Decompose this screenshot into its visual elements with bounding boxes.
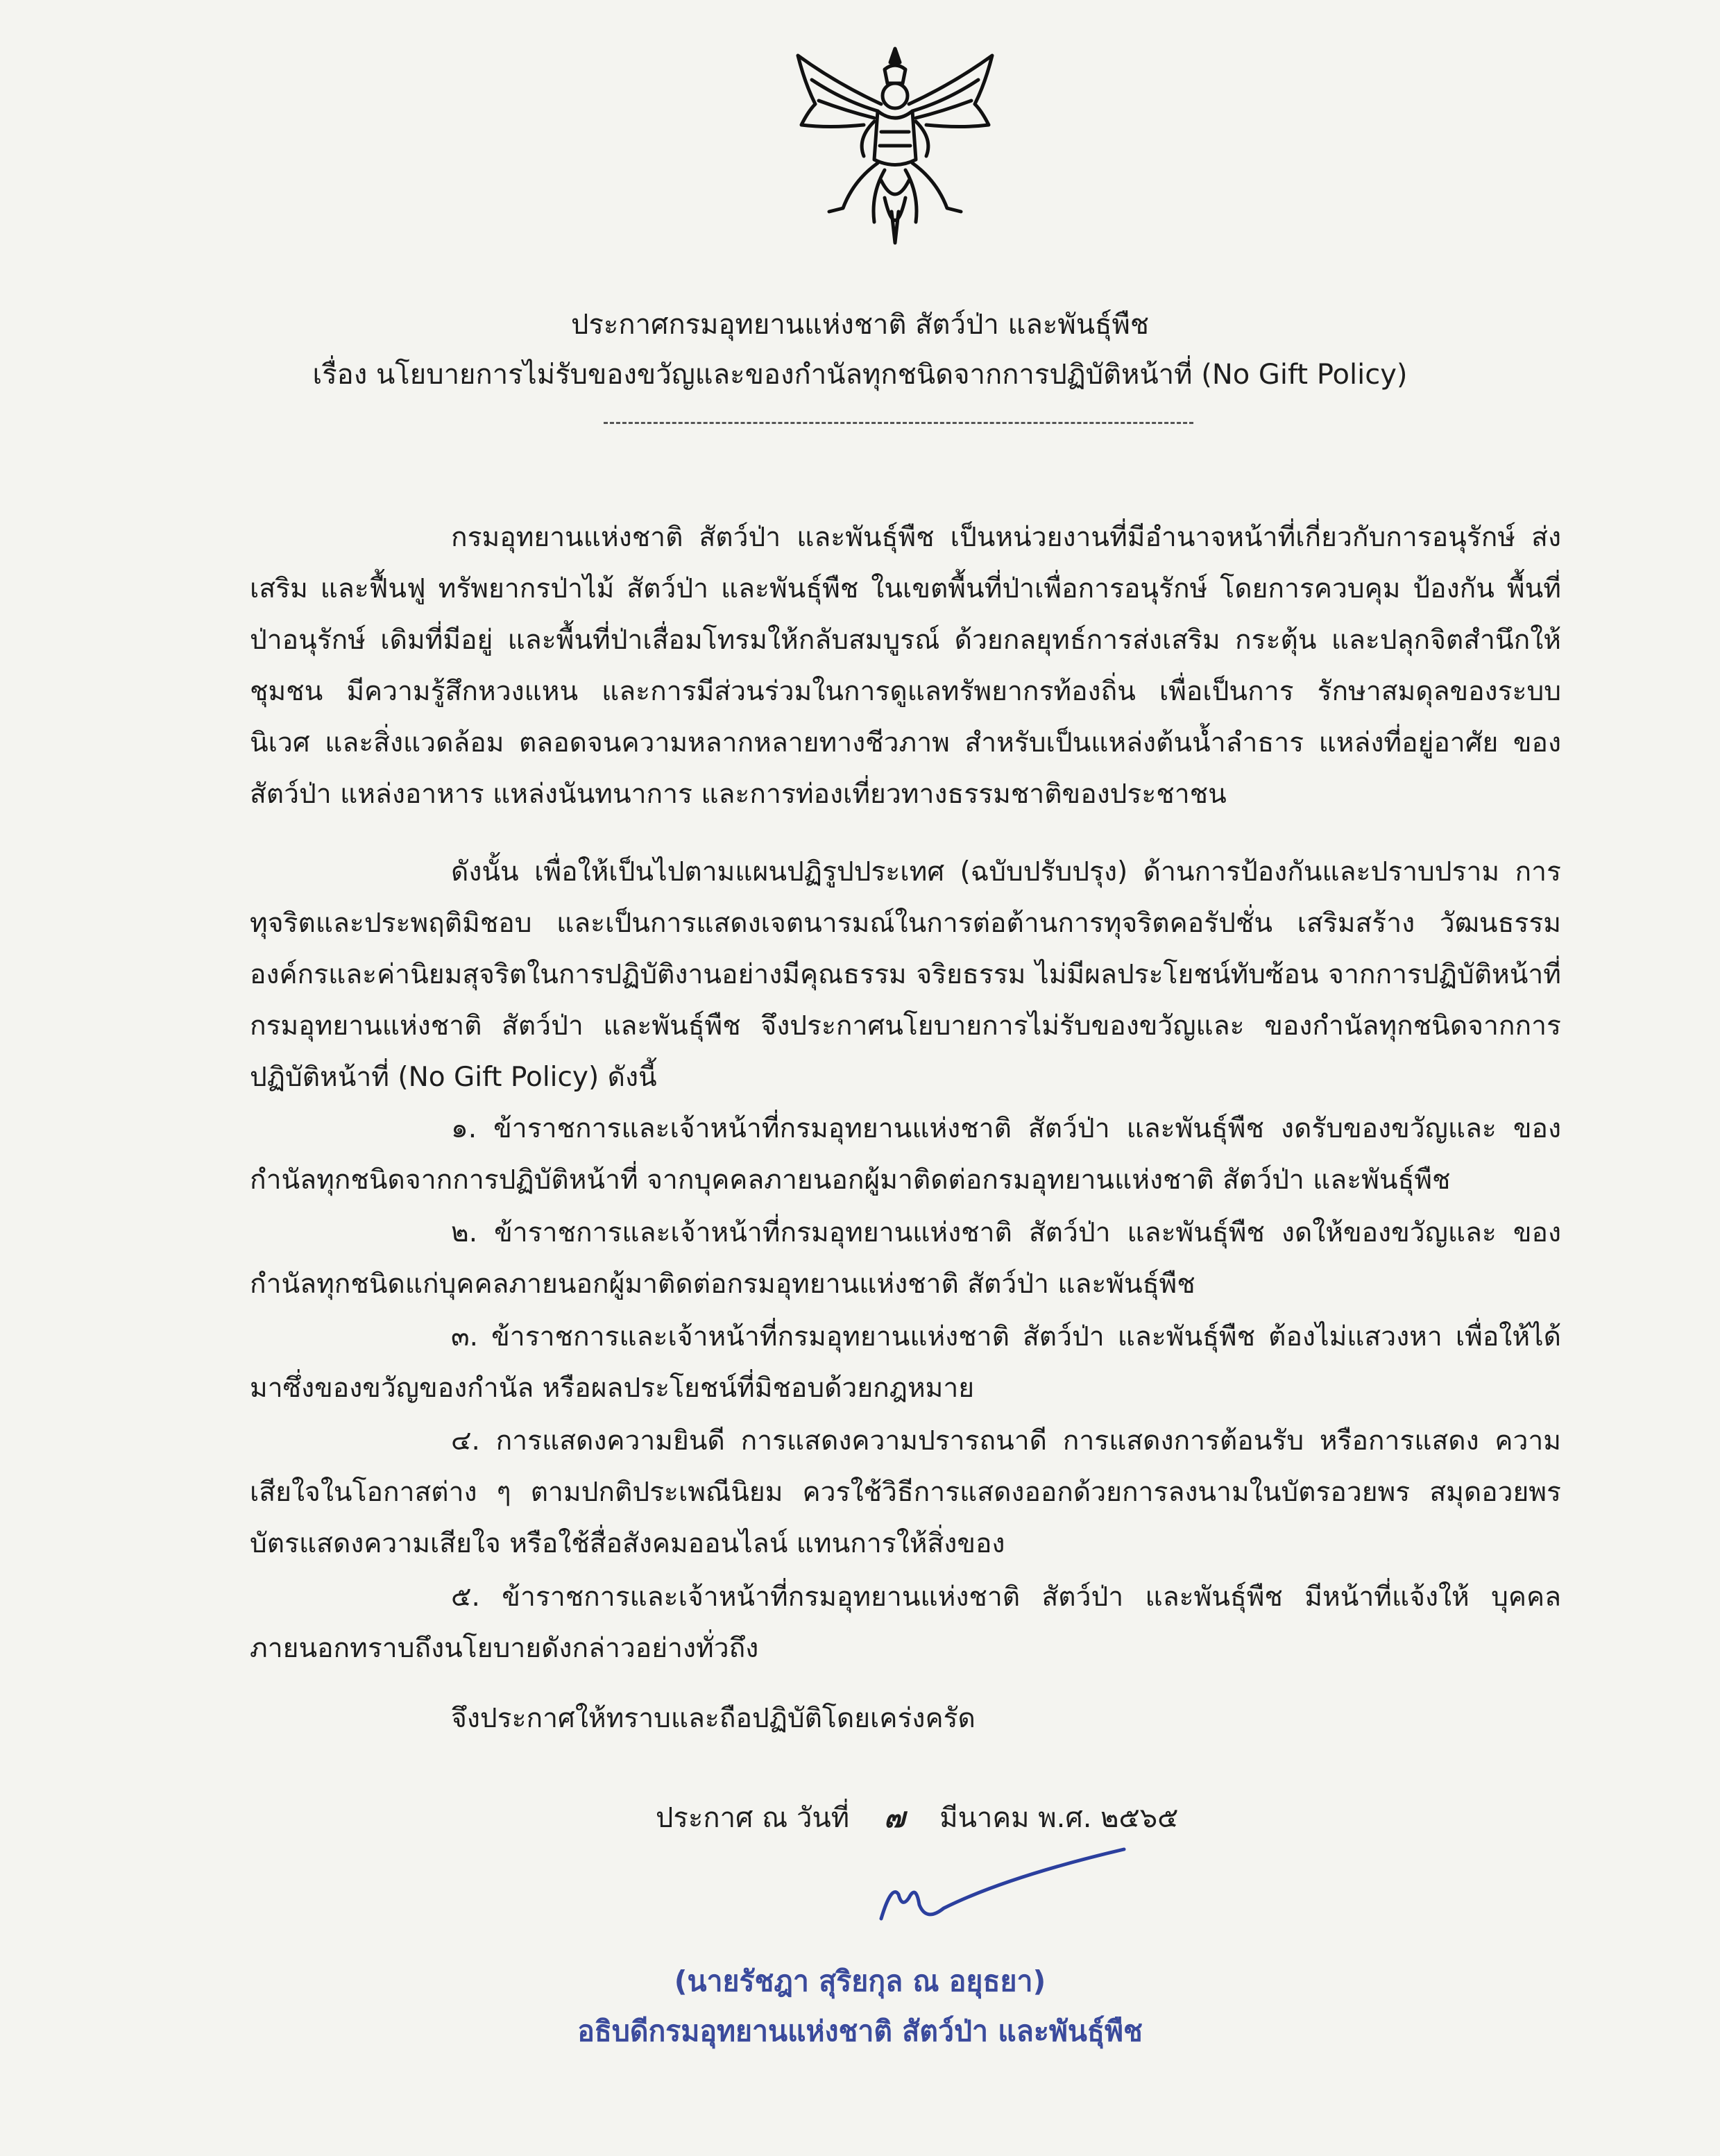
- announcement-date: [656, 1797, 1178, 1839]
- paragraph-2: [250, 847, 1561, 1103]
- date-prefix: ประกาศ ณ วันที่: [656, 1802, 850, 1834]
- signatory-position: อธิบดีกรมอุทยานแห่งชาติ สัตว์ป่า และพันธุ์พืช: [577, 2014, 1143, 2048]
- list-item: [250, 1207, 1561, 1310]
- policy-item-5: ๕. ข้าราชการและเจ้าหน้าที่กรมอุทยานแห่งชาติ สัตว์ป่า และพันธุ์พืช มีหน้าที่แจ้งให้ บุคคลภายนอกทราบถึงนโยบายดังกล่าวอย่างทั่วถึง: [250, 1581, 1561, 1664]
- paragraph-1-text: กรมอุทยานแห่งชาติ สัตว์ป่า และพันธุ์พืช เป็นหน่วยงานที่มีอำนาจหน้าที่เกี่ยวกับการอนุรักษ์ ส่งเสริม และฟื้นฟู ทรัพยากรป่าไม้ สัตว์ป่า และพันธุ์พืช ในเขตพื้นที่ป่าเพื่อการอนุรักษ์ โดยการควบคุม ป้องกัน พื้นที่ป่าอนุรักษ์ เดิมที่มีอยู่ และพื้นที่ป่าเสื่อมโทรมให้กลับสมบูรณ์ ด้วยกลยุทธ์การส่งเสริม กระตุ้น และปลุกจิตสำนึกให้ชุมชน มีความรู้สึกหวงแหน และการมีส่วนร่วมในการดูแลทรัพยากรท้องถิ่น เพื่อเป็นการ รักษาสมดุลของระบบนิเวศ และสิ่งแวดล้อม ตลอดจนความหลากหลายทางชีวภาพ สำหรับเป็นแหล่งต้นน้ำลำธาร แหล่งที่อยู่อาศัย ของสัตว์ป่า แหล่งอาหาร แหล่งนันทนาการ และการท่องเที่ยวทางธรรมชาติของประชาชน: [250, 522, 1561, 810]
- paragraph-2-text: ดังนั้น เพื่อให้เป็นไปตามแผนปฏิรูปประเทศ (ฉบับปรับปรุง) ด้านการป้องกันและปราบปราม การทุจริตและประพฤติมิชอบ และเป็นการแสดงเจตนารมณ์ในการต่อต้านการทุจริตคอรัปชั่น เสริมสร้าง วัฒนธรรมองค์กรและค่านิยมสุจริตในการปฏิบัติงานอย่างมีคุณธรรม จริยธรรม ไม่มีผลประโยชน์ทับซ้อน จากการปฏิบัติหน้าที่ กรมอุทยานแห่งชาติ สัตว์ป่า และพันธุ์พืช จึงประกาศนโยบายการไม่รับของขวัญและ ของกำนัลทุกชนิดจากการปฏิบัติหน้าที่ (No Gift Policy) ดังนี้: [250, 856, 1561, 1093]
- announcement-title: ประกาศกรมอุทยานแห่งชาติ สัตว์ป่า และพันธุ์พืช: [571, 309, 1149, 341]
- list-item: [250, 1572, 1561, 1674]
- handwritten-signature: [867, 1842, 1131, 1933]
- policy-item-4: ๔. การแสดงความยินดี การแสดงความปรารถนาดี การแสดงการต้อนรับ หรือการแสดง ความเสียใจในโอกาสต่าง ๆ ตามปกติประเพณีนิยม ควรใช้วิธีการแสดงออกด้วยการลงนามในบัตรอวยพร สมุดอวยพร บัตรแสดงความเสียใจ หรือใช้สื่อสังคมออนไลน์ แทนการให้สิ่งของ: [250, 1425, 1561, 1559]
- signatory-name: (นายรัชฎา สุริยกุล ณ อยุธยา): [674, 1964, 1046, 1998]
- announcement-subject: เรื่อง นโยบายการไม่รับของขวัญและของกำนัลทุกชนิดจากการปฏิบัติหน้าที่ (No Gift Policy): [312, 359, 1408, 391]
- policy-item-1: ๑. ข้าราชการและเจ้าหน้าที่กรมอุทยานแห่งชาติ สัตว์ป่า และพันธุ์พืช งดรับของขวัญและ ของกำนัลทุกชนิดจากการปฏิบัติหน้าที่ จากบุคคลภายนอกผู้มาติดต่อกรมอุทยานแห่งชาติ สัตว์ป่า และพันธุ์พืช: [250, 1113, 1561, 1196]
- list-item: [250, 1312, 1561, 1414]
- garuda-emblem-icon: [787, 42, 1003, 250]
- list-item: [250, 1416, 1561, 1570]
- title-divider: [604, 422, 1193, 424]
- date-day: ๗: [884, 1802, 905, 1834]
- list-item: [250, 1103, 1561, 1206]
- date-month-year: มีนาคม พ.ศ. ๒๕๖๕: [939, 1802, 1179, 1834]
- policy-item-3: ๓. ข้าราชการและเจ้าหน้าที่กรมอุทยานแห่งชาติ สัตว์ป่า และพันธุ์พืช ต้องไม่แสวงหา เพื่อให้ได้มาซึ่งของขวัญของกำนัล หรือผลประโยชน์ที่มิชอบด้วยกฎหมาย: [250, 1321, 1561, 1404]
- policy-item-2: ๒. ข้าราชการและเจ้าหน้าที่กรมอุทยานแห่งชาติ สัตว์ป่า และพันธุ์พืช งดให้ของขวัญและ ของกำนัลทุกชนิดแก่บุคคลภายนอกผู้มาติดต่อกรมอุทยานแห่งชาติ สัตว์ป่า และพันธุ์พืช: [250, 1217, 1561, 1300]
- closing-statement: จึงประกาศให้ทราบและถือปฏิบัติโดยเคร่งครัด: [451, 1703, 976, 1734]
- paragraph-1: [250, 512, 1561, 820]
